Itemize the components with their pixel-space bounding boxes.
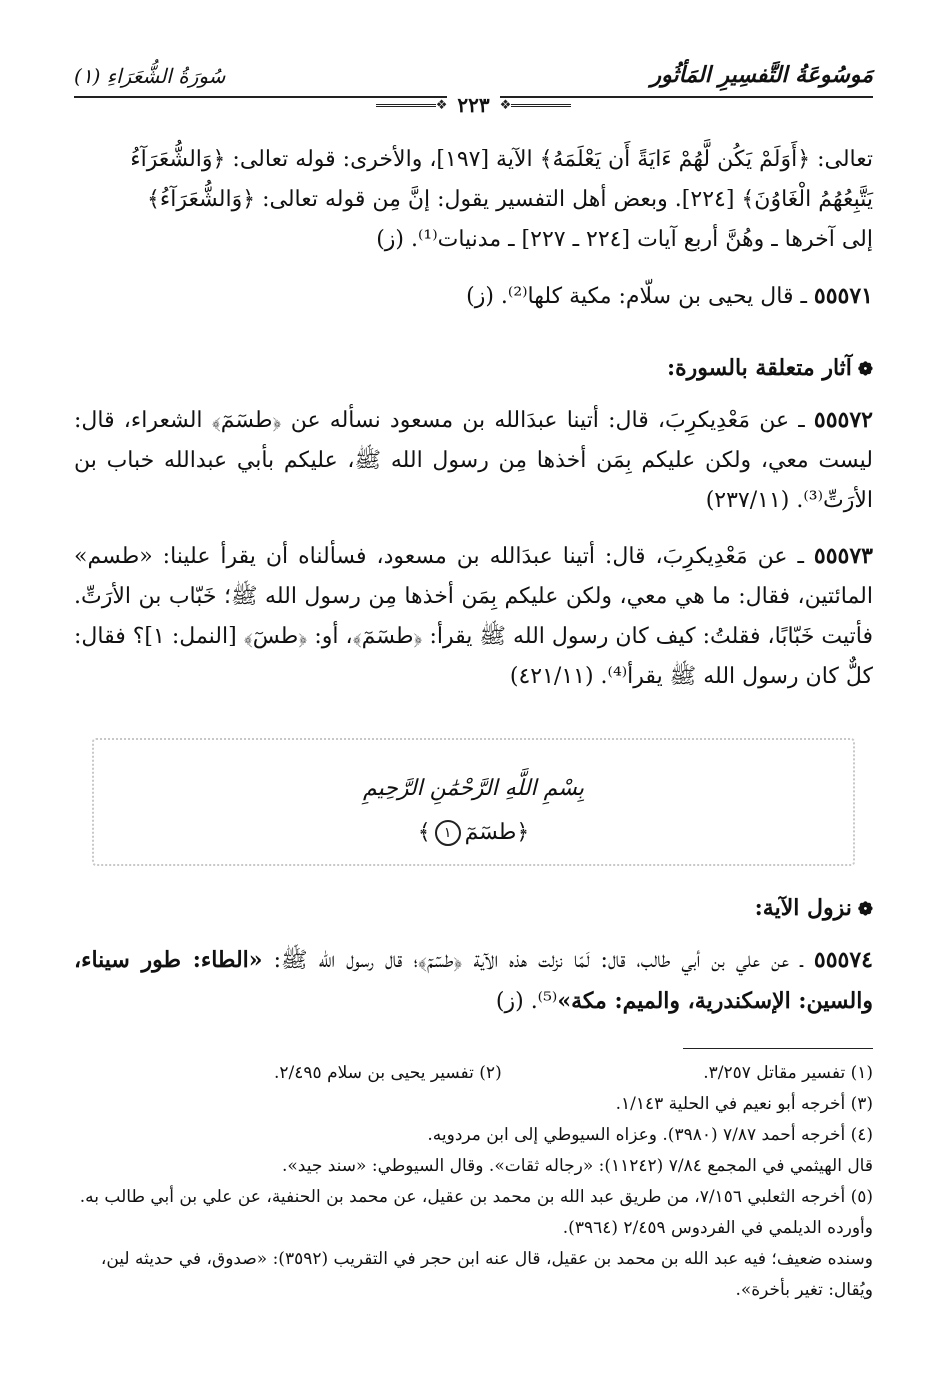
intro-line-1: تعالى: ﴿أَوَلَمْ يَكُن لَّهُمْ ءَايَةً أَن يَعْلَمَهُ﴾ الآية [١٩٧]، والأخرى: قوله تعالى: ﴿وَالشُّعَرَآءُ bbox=[130, 147, 873, 172]
footnote-4: (٤) أخرجه أحمد ٧/٨٧ (٣٩٨٠). وعزاه السيوطي إلى ابن مردويه. bbox=[427, 1125, 873, 1145]
footnote-divider bbox=[683, 1048, 873, 1049]
ornament-line-left bbox=[376, 104, 436, 107]
narration-text: ـ عن مَعْدِيكرِبَ، قال: أتينا عبدَالله بن مسعود، فسألناه أن يقرأ علينا: «طسم» المائتين، فقال: ما هي معي، ولكن عليكم بِمَن أخذها مِن رسول الله ﷺ؛ خَبّاب بن الأرَتِّ. فأتيت خَبّابًا، فقلتُ: كيف كان رسول الله ﷺ يقرأ: ﴿طسٓمٓ﴾، أو: ﴿طسٓ﴾ [النمل: ١]؟ فقال: كلٌّ كان رسول الله ﷺ يقرأ⁽⁴⁾. (٤٢١/١١) bbox=[74, 544, 874, 689]
ornament-left-icon: ❖ bbox=[435, 97, 448, 113]
narration-number: ٥٥٥٧٤ bbox=[813, 947, 873, 973]
ornament-line-right bbox=[511, 104, 571, 107]
flower-icon: ❁ bbox=[857, 899, 873, 920]
narration-55574 bbox=[74, 940, 873, 1022]
flower-icon: ❁ bbox=[857, 359, 873, 380]
surah-title: سُورَةُ الشُّعَرَاءِ (١) bbox=[74, 64, 226, 88]
section-title: آثار متعلقة بالسورة: bbox=[666, 355, 852, 381]
basmala-text: بِسْمِ اللَّهِ الرَّحْمَٰنِ الرَّحِيمِ bbox=[362, 776, 585, 801]
footnote-5-cont: وسنده ضعيف؛ فيه عبد الله بن محمد بن عقيل، قال عنه ابن حجر في التقريب (٣٥٩٢): «صدوق، في حديثه لين، ويُقال: تغير بأخرة». bbox=[100, 1249, 873, 1300]
narration-text: ـ قال يحيى بن سلّام: مكية كلها⁽²⁾. (ز) bbox=[466, 284, 814, 309]
ornament-right-icon: ❖ bbox=[499, 97, 512, 113]
footnotes bbox=[74, 1058, 873, 1306]
narration-number: ٥٥٥٧٣ bbox=[813, 543, 873, 569]
section-title: نزول الآية: bbox=[754, 895, 852, 921]
footnote-row-1-2 bbox=[74, 1058, 873, 1089]
section-heading-athar bbox=[74, 350, 873, 388]
narration-quote: «الطاء: طور سيناء، والسين: الإسكندرية، والميم: مكة» bbox=[74, 947, 873, 1014]
intro-paragraph bbox=[74, 140, 873, 260]
intro-line-3: إلى آخرها ـ وهُنَّ أربع آيات [٢٢٤ ـ ٢٢٧] ـ مدنيات⁽¹⁾. (ز) bbox=[376, 227, 873, 252]
footnote-4-cont: قال الهيثمي في المجمع ٧/٨٤ (١١٢٤٢): «رجاله ثقات». وقال السيوطي: «سند جيد». bbox=[281, 1156, 873, 1176]
narration-text: ـ عن علي بن أبي طالب، قال: لَمّا نزلت هذه الآية ﴿طسٓمٓ﴾؛ قال رسول الله ﷺ: bbox=[262, 948, 814, 973]
narration-number: ٥٥٥٧١ bbox=[813, 283, 873, 309]
book-title: مَوسُوعَةُ التَّفسِيرِ المَأثُور bbox=[650, 62, 873, 88]
ayah-number-badge: ١ bbox=[435, 820, 461, 846]
footnote-1: (١) تفسير مقاتل ٣/٢٥٧. bbox=[703, 1063, 873, 1083]
intro-line-2: يَتَّبِعُهُمُ الْغَاوُنَ﴾ [٢٢٤]. وبعض أهل التفسير يقول: إنَّ مِن قوله تعالى: ﴿وَالشُّعَرَآءُ﴾ bbox=[147, 187, 873, 212]
narration-ending: ⁽⁵⁾. (ز) bbox=[495, 989, 558, 1014]
page-number: ٢٢٣ bbox=[447, 93, 499, 117]
narration-55571 bbox=[74, 276, 873, 317]
narration-text: ـ عن مَعْدِيكرِبَ، قال: أتينا عبدَالله بن مسعود نسأله عن ﴿طسٓمٓ﴾ الشعراء، قال: ليست معي، ولكن عليكم بِمَن أخذها مِن رسول الله ﷺ، عليكم بأبي عبدالله خباب بن الأرَتِّ⁽³⁾. (٢٣٧/١١) bbox=[74, 408, 874, 513]
verse-close: ﴾ bbox=[417, 820, 431, 845]
footnote-2: (٢) تفسير يحيى بن سلام ٢/٤٩٥. bbox=[274, 1063, 502, 1083]
verse-text: ﴿طسٓمٓ bbox=[464, 820, 530, 845]
footnote-3: (٣) أخرجه أبو نعيم في الحلية ١/١٤٣. bbox=[615, 1094, 873, 1114]
narration-55573 bbox=[74, 536, 873, 697]
narration-number: ٥٥٥٧٢ bbox=[813, 407, 873, 433]
basmala-frame bbox=[92, 738, 855, 866]
page-number-bar bbox=[0, 92, 947, 118]
opening-verse bbox=[94, 820, 853, 846]
footnote-5: (٥) أخرجه الثعلبي ٧/١٥٦، من طريق عبد الله بن محمد بن عقيل، عن محمد بن الحنفية، عن علي بن أبي طالب به. وأورده الديلمي في الفردوس ٢/٤٥٩ (٣٩٦٤). bbox=[79, 1187, 873, 1238]
narration-55572 bbox=[74, 400, 873, 521]
section-heading-nuzul bbox=[74, 890, 873, 928]
